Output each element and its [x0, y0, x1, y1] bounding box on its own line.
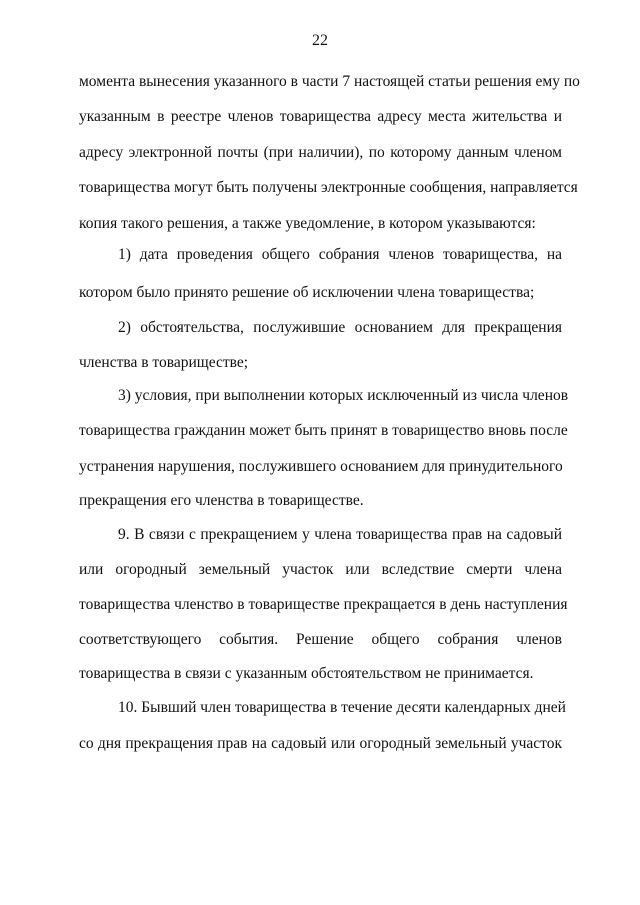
- text-line: 9. В связи с прекращением у члена товарищества прав на садовый: [118, 526, 562, 543]
- text-line: товарищества членство в товариществе прекращается в день наступления: [79, 596, 568, 613]
- text-line: прекращения его членства в товариществе.: [79, 492, 364, 509]
- text-line: момента вынесения указанного в части 7 настоящей статьи решения ему по: [79, 73, 580, 90]
- text-line: членства в товариществе;: [79, 354, 249, 371]
- page-number: 22: [312, 32, 328, 49]
- text-line: товарищества гражданин может быть принят в товарищество вновь после: [79, 422, 568, 439]
- text-line: 10. Бывший член товарищества в течение десяти календарных дней: [118, 699, 566, 716]
- text-line: адресу электронной почты (при наличии), по которому данным членом: [79, 144, 562, 161]
- text-line: или огородный земельный участок или вследствие смерти члена: [79, 561, 562, 578]
- text-line: товарищества могут быть получены электронные сообщения, направляется: [79, 179, 578, 196]
- text-line: 1) дата проведения общего собрания членов товарищества, на: [118, 246, 562, 263]
- text-line: устранения нарушения, послужившего основанием для принудительного: [79, 458, 563, 475]
- text-line: котором было принято решение об исключении члена товарищества;: [79, 284, 535, 301]
- text-line: указанным в реестре членов товарищества адресу места жительства и: [79, 108, 562, 125]
- text-line: копия такого решения, а также уведомление, в котором указываются:: [79, 215, 536, 232]
- text-line: товарищества в связи с указанным обстоятельством не принимается.: [79, 665, 534, 682]
- text-line: со дня прекращения прав на садовый или огородный земельный участок: [79, 735, 562, 752]
- text-line: 3) условия, при выполнении которых исключенный из числа членов: [118, 387, 569, 404]
- text-line: соответствующего события. Решение общего собрания членов: [79, 631, 562, 648]
- text-line: 2) обстоятельства, послужившие основанием для прекращения: [118, 319, 562, 336]
